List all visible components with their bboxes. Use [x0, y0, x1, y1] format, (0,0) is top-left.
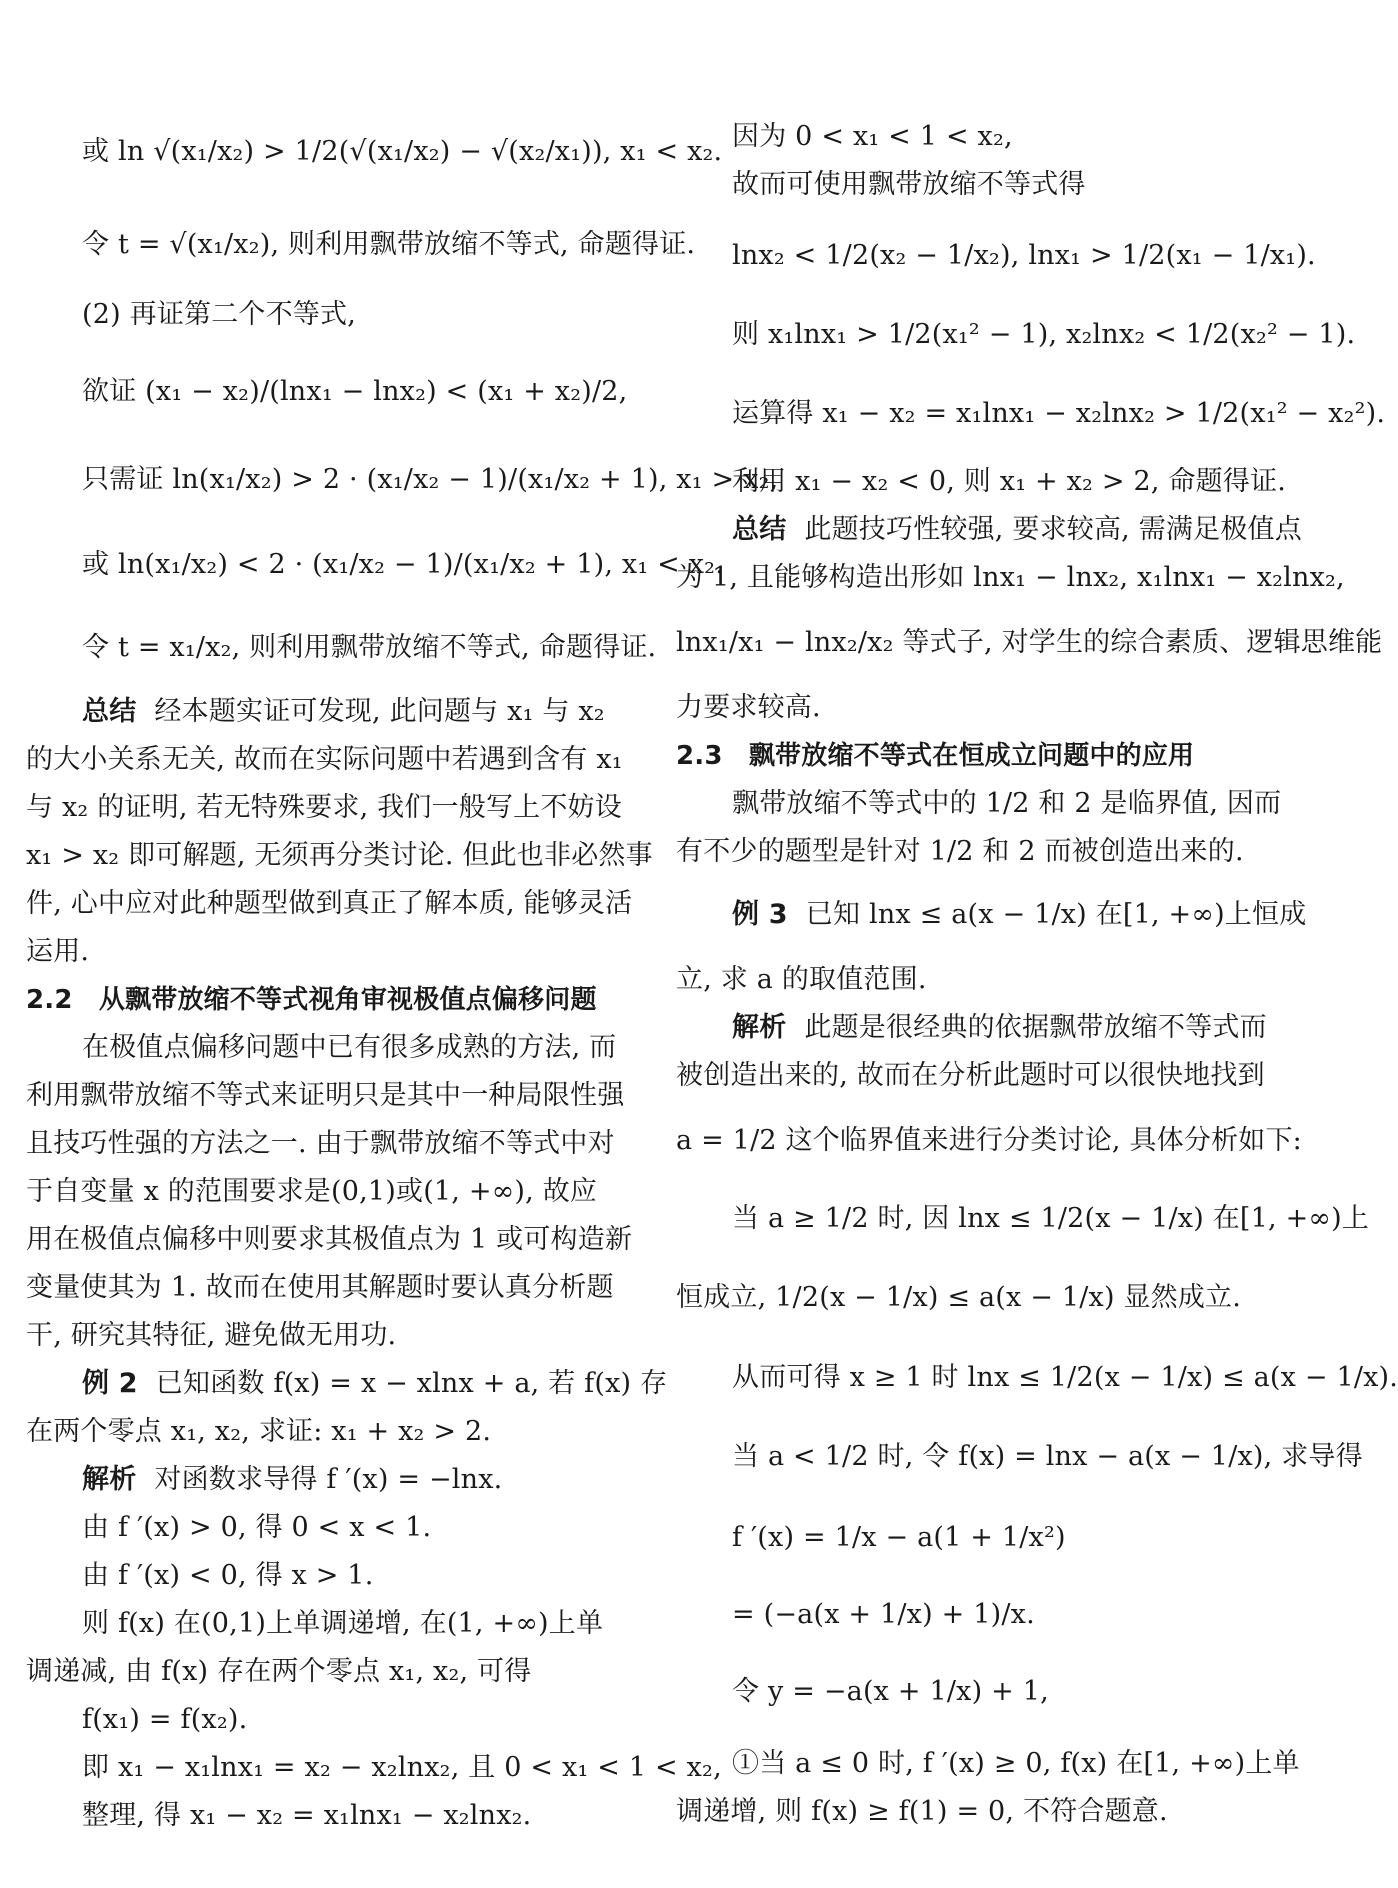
- text-line: [26, 839, 653, 873]
- line-text: 有不少的题型是针对 1/2 和 2 而被创造出来的.: [676, 836, 1244, 867]
- text-line: [676, 513, 1302, 547]
- text-line: [676, 397, 1386, 431]
- line-text: 由 f ′(x) > 0, 得 0 < x < 1.: [82, 1512, 432, 1543]
- line-text: 令 t = √(x₁/x₂), 则利用飘带放缩不等式, 命题得证.: [82, 229, 696, 260]
- line-text: 立, 求 a 的取值范围.: [676, 964, 927, 995]
- text-line: [26, 743, 626, 777]
- paragraph-label: 例 2: [82, 1368, 138, 1399]
- line-text: 为 1, 且能够构造出形如 lnx₁ − lnx₂, x₁lnx₁ − x₂lnx₂,: [676, 562, 1345, 593]
- line-text: 2.2 从飘带放缩不等式视角审视极值点偏移问题: [26, 985, 597, 1015]
- paragraph-label: 例 3: [732, 899, 788, 930]
- text-line: [26, 1751, 722, 1785]
- text-line: [676, 561, 1345, 595]
- line-text: 已知函数 f(x) = x − xlnx + a, 若 f(x) 存: [155, 1368, 668, 1399]
- text-line: [676, 1521, 1276, 1555]
- line-text: 整理, 得 x₁ − x₂ = x₁lnx₁ − x₂lnx₂.: [82, 1800, 532, 1831]
- text-line: [26, 1559, 626, 1593]
- line-text: 从而可得 x ≥ 1 时 lnx ≤ 1/2(x − 1/x) ≤ a(x − 1/x).: [732, 1362, 1398, 1393]
- text-line: [26, 1511, 626, 1545]
- line-text: 在两个零点 x₁, x₂, 求证: x₁ + x₂ > 2.: [26, 1416, 492, 1447]
- right-column: [676, 0, 1398, 1888]
- line-text: 因为 0 < x₁ < 1 < x₂,: [732, 121, 1013, 152]
- text-line: [676, 1675, 1276, 1709]
- line-text: 的大小关系无关, 故而在实际问题中若遇到含有 x₁: [26, 744, 623, 775]
- line-text: 用在极值点偏移中则要求其极值点为 1 或可构造新: [26, 1224, 633, 1255]
- line-text: 件, 心中应对此种题型做到真正了解本质, 能够灵活: [26, 888, 633, 919]
- text-line: [676, 1124, 1302, 1158]
- text-line: [26, 1319, 626, 1353]
- text-line: [26, 1175, 626, 1209]
- text-line: [676, 120, 1276, 154]
- line-text: 则 x₁lnx₁ > 1/2(x₁² − 1), x₂lnx₂ < 1/2(x₂² − 1).: [732, 319, 1356, 350]
- text-line: [26, 135, 723, 169]
- line-text: 由 f ′(x) < 0, 得 x > 1.: [82, 1560, 374, 1591]
- line-text: x₁ > x₂ 即可解题, 无须再分类讨论. 但此也非必然事: [26, 840, 653, 871]
- line-text: 此题是很经典的依据飘带放缩不等式而: [804, 1012, 1267, 1043]
- line-text: lnx₁/x₁ − lnx₂/x₂ 等式子, 对学生的综合素质、逻辑思维能: [676, 627, 1383, 658]
- text-line: [676, 1795, 1276, 1829]
- text-line: [26, 791, 626, 825]
- line-text: 调递减, 由 f(x) 存在两个零点 x₁, x₂, 可得: [26, 1656, 532, 1687]
- text-line: [26, 1271, 626, 1305]
- line-text: f(x₁) = f(x₂).: [82, 1704, 248, 1735]
- text-line: [676, 691, 1276, 725]
- line-text: 2.3 飘带放缩不等式在恒成立问题中的应用: [676, 741, 1195, 771]
- line-text: 利用 x₁ − x₂ < 0, 则 x₁ + x₂ > 2, 命题得证.: [732, 466, 1286, 497]
- line-text: lnx₂ < 1/2(x₂ − 1/x₂), lnx₁ > 1/2(x₁ − 1/x₁).: [732, 240, 1316, 271]
- line-text: 则 f(x) 在(0,1)上单调递增, 在(1, +∞)上单: [82, 1608, 604, 1639]
- line-text: 此题技巧性较强, 要求较高, 需满足极值点: [804, 514, 1302, 545]
- text-line: [26, 1415, 626, 1449]
- text-line: [676, 1361, 1398, 1395]
- line-text: 干, 研究其特征, 避免做无用功.: [26, 1320, 397, 1351]
- text-line: [26, 1127, 626, 1161]
- text-line: [26, 631, 657, 665]
- line-text: 力要求较高.: [676, 692, 821, 723]
- text-line: [26, 1463, 626, 1497]
- text-line: [26, 1223, 633, 1257]
- paragraph-label: 解析: [82, 1464, 137, 1495]
- text-line: [26, 228, 696, 262]
- line-text: (2) 再证第二个不等式,: [82, 299, 357, 330]
- line-text: 变量使其为 1. 故而在使用其解题时要认真分析题: [26, 1272, 614, 1303]
- text-line: [26, 1079, 626, 1113]
- line-text: 当 a ≥ 1/2 时, 因 lnx ≤ 1/2(x − 1/x) 在[1, +∞)上: [732, 1203, 1370, 1234]
- text-line: [676, 898, 1307, 932]
- section-heading: [676, 739, 1276, 773]
- text-line: [26, 887, 633, 921]
- line-text: a = 1/2 这个临界值来进行分类讨论, 具体分析如下:: [676, 1125, 1302, 1156]
- line-text: 恒成立, 1/2(x − 1/x) ≤ a(x − 1/x) 显然成立.: [676, 1282, 1242, 1313]
- text-line: [676, 1440, 1363, 1474]
- text-line: [676, 963, 1276, 997]
- text-line: [26, 298, 626, 332]
- paragraph-label: 总结: [82, 696, 137, 727]
- paragraph-label: 解析: [732, 1012, 787, 1043]
- text-line: [26, 1607, 626, 1641]
- text-line: [676, 168, 1276, 202]
- line-text: 在极值点偏移问题中已有很多成熟的方法, 而: [82, 1032, 617, 1063]
- line-text: 于自变量 x 的范围要求是(0,1)或(1, +∞), 故应: [26, 1176, 598, 1207]
- line-text: 运用.: [26, 936, 90, 967]
- text-line: [26, 1655, 626, 1689]
- line-text: 故而可使用飘带放缩不等式得: [732, 169, 1086, 200]
- text-line: [676, 318, 1356, 352]
- text-line: [26, 1367, 668, 1401]
- paragraph-label: 总结: [732, 514, 787, 545]
- text-line: [676, 1598, 1276, 1632]
- line-text: 利用飘带放缩不等式来证明只是其中一种局限性强: [26, 1080, 625, 1111]
- text-line: [676, 1202, 1370, 1236]
- text-line: [676, 1011, 1276, 1045]
- text-line: [26, 375, 626, 409]
- text-line: [26, 548, 724, 582]
- line-text: 欲证 (x₁ − x₂)/(lnx₁ − lnx₂) < (x₁ + x₂)/2,: [82, 376, 628, 407]
- text-line: [26, 1799, 626, 1833]
- line-text: 对函数求导得 f ′(x) = −lnx.: [154, 1464, 503, 1495]
- line-text: = (−a(x + 1/x) + 1)/x.: [732, 1599, 1035, 1630]
- text-line: [26, 935, 626, 969]
- text-line: [676, 626, 1383, 660]
- text-line: [676, 239, 1316, 273]
- line-text: 与 x₂ 的证明, 若无特殊要求, 我们一般写上不妨设: [26, 792, 622, 823]
- line-text: 或 ln(x₁/x₂) < 2 · (x₁/x₂ − 1)/(x₁/x₂ + 1), x₁ < x₂.: [82, 549, 724, 580]
- line-text: 经本题实证可发现, 此问题与 x₁ 与 x₂: [154, 696, 605, 727]
- text-line: [676, 1059, 1276, 1093]
- text-line: [676, 1747, 1300, 1781]
- line-text: 且技巧性强的方法之一. 由于飘带放缩不等式中对: [26, 1128, 615, 1159]
- line-text: 令 t = x₁/x₂, 则利用飘带放缩不等式, 命题得证.: [82, 632, 657, 663]
- line-text: 令 y = −a(x + 1/x) + 1,: [732, 1676, 1049, 1707]
- text-line: [676, 787, 1282, 821]
- line-text: 运算得 x₁ − x₂ = x₁lnx₁ − x₂lnx₂ > 1/2(x₁² − x₂²).: [732, 398, 1386, 429]
- text-line: [26, 1031, 626, 1065]
- line-text: 调递增, 则 f(x) ≥ f(1) = 0, 不符合题意.: [676, 1796, 1168, 1827]
- line-text: 或 ln √(x₁/x₂) > 1/2(√(x₁/x₂) − √(x₂/x₁)), x₁ < x₂.: [82, 136, 723, 167]
- text-line: [676, 465, 1286, 499]
- line-text: 只需证 ln(x₁/x₂) > 2 · (x₁/x₂ − 1)/(x₁/x₂ + 1), x₁ > x₂,: [82, 464, 779, 495]
- section-heading: [26, 983, 626, 1017]
- line-text: 即 x₁ − x₁lnx₁ = x₂ − x₂lnx₂, 且 0 < x₁ < 1 < x₂,: [82, 1752, 722, 1783]
- text-line: [676, 835, 1276, 869]
- text-line: [26, 463, 779, 497]
- line-text: f ′(x) = 1/x − a(1 + 1/x²): [732, 1522, 1066, 1553]
- line-text: 当 a < 1/2 时, 令 f(x) = lnx − a(x − 1/x), 求导得: [732, 1441, 1363, 1472]
- line-text: ①当 a ≤ 0 时, f ′(x) ≥ 0, f(x) 在[1, +∞)上单: [732, 1748, 1300, 1779]
- line-text: 已知 lnx ≤ a(x − 1/x) 在[1, +∞)上恒成: [805, 899, 1307, 930]
- line-text: 飘带放缩不等式中的 1/2 和 2 是临界值, 因而: [732, 788, 1282, 819]
- line-text: 被创造出来的, 故而在分析此题时可以很快地找到: [676, 1060, 1265, 1091]
- text-line: [676, 1281, 1276, 1315]
- text-line: [26, 1703, 626, 1737]
- text-line: [26, 695, 626, 729]
